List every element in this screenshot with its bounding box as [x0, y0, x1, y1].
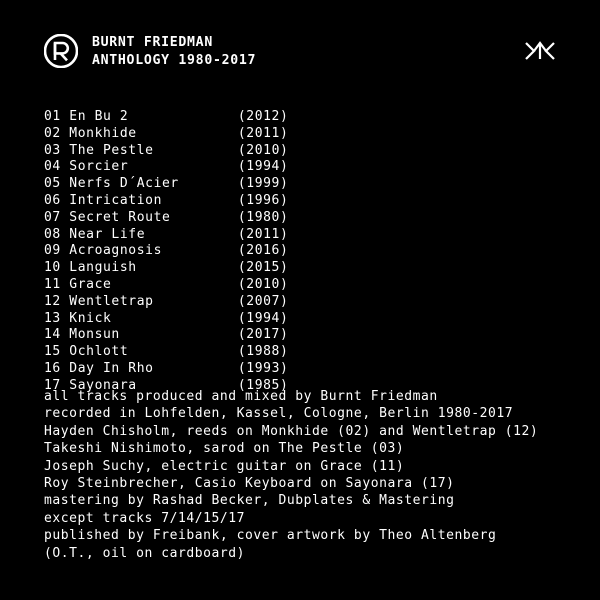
- track-number: 12: [44, 293, 61, 309]
- track-row: [44, 109, 560, 126]
- track-pad: [154, 361, 238, 376]
- track-year: (2016): [237, 243, 289, 259]
- track-year: (2010): [237, 276, 289, 292]
- track-number: 14: [44, 327, 61, 343]
- track-title: Sorcier: [69, 159, 129, 175]
- track-pad: [162, 193, 238, 208]
- track-title: Languish: [69, 260, 137, 276]
- track-title: Grace: [69, 276, 112, 292]
- track-year: (1999): [237, 176, 289, 192]
- credit-line: Joseph Suchy, electric guitar on Grace (11): [44, 458, 405, 474]
- credit-line: Roy Steinbrecher, Casio Keyboard on Sayonara (17): [44, 476, 455, 492]
- track-row: [44, 311, 560, 328]
- track-number: 15: [44, 344, 61, 360]
- track-pad: [128, 344, 238, 359]
- track-number: 04: [44, 159, 61, 175]
- nonplace-label-mark-icon: [524, 34, 560, 67]
- track-year: (1996): [237, 192, 289, 208]
- track-pad: [111, 277, 237, 292]
- album-titles: [92, 34, 256, 68]
- track-number: 16: [44, 360, 61, 376]
- track-row: [44, 243, 560, 260]
- track-row: [44, 126, 560, 143]
- track-year: (1988): [237, 344, 289, 360]
- track-pad: [120, 327, 238, 342]
- track-row: [44, 143, 560, 160]
- track-title: Day In Rho: [69, 360, 154, 376]
- track-title: Sayonara: [69, 377, 137, 393]
- track-title: Intrication: [69, 192, 162, 208]
- track-year: (2017): [237, 327, 289, 343]
- track-year: (2011): [237, 125, 289, 141]
- track-row: [44, 294, 560, 311]
- track-number: 10: [44, 260, 61, 276]
- track-row: [44, 327, 560, 344]
- track-year: (1994): [237, 310, 289, 326]
- track-pad: [145, 227, 238, 242]
- album-title: ANTHOLOGY 1980-2017: [92, 53, 257, 68]
- track-pad: [170, 210, 237, 225]
- credit-line: mastering by Rashad Becker, Dubplates & Mastering: [44, 493, 455, 509]
- track-title: Monsun: [69, 327, 120, 343]
- artist-name: BURNT FRIEDMAN: [92, 35, 213, 50]
- header: [44, 34, 560, 80]
- credit-line: recorded in Lohfelden, Kassel, Cologne, Berlin 1980-2017: [44, 406, 514, 422]
- track-row: [44, 159, 560, 176]
- credit-line: except tracks 7/14/15/17: [44, 510, 246, 526]
- track-year: (2007): [237, 293, 289, 309]
- track-row: [44, 361, 560, 378]
- header-left: [44, 34, 256, 68]
- track-title: Ochlott: [69, 344, 129, 360]
- track-row: [44, 227, 560, 244]
- track-year: (1980): [237, 209, 289, 225]
- track-year: (1994): [237, 159, 289, 175]
- credit-line: Hayden Chisholm, reeds on Monkhide (02) and Wentletrap (12): [44, 423, 539, 439]
- track-pad: [179, 176, 238, 191]
- track-row: [44, 176, 560, 193]
- credit-line: published by Freibank, cover artwork by Theo Altenberg: [44, 528, 497, 544]
- track-row: [44, 260, 560, 277]
- credits-block: [44, 388, 570, 562]
- track-title: The Pestle: [69, 142, 154, 158]
- track-title: Monkhide: [69, 125, 137, 141]
- track-pad: [154, 143, 238, 158]
- track-title: Wentletrap: [69, 293, 154, 309]
- track-pad: [162, 243, 238, 258]
- track-year: (2012): [237, 109, 289, 124]
- track-number: 11: [44, 276, 61, 292]
- track-year: (1993): [237, 360, 289, 376]
- track-number: 01: [44, 109, 61, 124]
- track-row: [44, 193, 560, 210]
- track-number: 07: [44, 209, 61, 225]
- track-title: Acroagnosis: [69, 243, 162, 259]
- track-title: Knick: [69, 310, 112, 326]
- track-year: (2011): [237, 226, 289, 242]
- credit-line: (O.T., oil on cardboard): [44, 545, 246, 561]
- track-title: Secret Route: [69, 209, 171, 225]
- track-number: 09: [44, 243, 61, 259]
- track-pad: [137, 260, 238, 275]
- track-number: 02: [44, 125, 61, 141]
- track-number: 17: [44, 377, 61, 393]
- track-number: 05: [44, 176, 61, 192]
- credit-line: all tracks produced and mixed by Burnt Friedman: [44, 389, 438, 404]
- track-pad: [154, 294, 238, 309]
- track-title: Near Life: [69, 226, 146, 242]
- track-number: 08: [44, 226, 61, 242]
- track-title: En Bu 2: [69, 109, 129, 124]
- track-year: (1985): [237, 377, 289, 393]
- track-pad: [128, 109, 238, 124]
- track-number: 03: [44, 142, 61, 158]
- tracklist: [44, 109, 560, 395]
- track-number: 13: [44, 310, 61, 326]
- burnt-friedman-logo-icon: [44, 34, 78, 68]
- track-title: Nerfs D´Acier: [69, 176, 179, 192]
- track-pad: [137, 126, 238, 141]
- track-pad: [111, 311, 237, 326]
- credit-line: Takeshi Nishimoto, sarod on The Pestle (03): [44, 441, 405, 457]
- track-year: (2010): [237, 142, 289, 158]
- track-row: [44, 277, 560, 294]
- track-year: (2015): [237, 260, 289, 276]
- track-number: 06: [44, 192, 61, 208]
- track-pad: [128, 159, 238, 174]
- track-row: [44, 344, 560, 361]
- track-row: [44, 210, 560, 227]
